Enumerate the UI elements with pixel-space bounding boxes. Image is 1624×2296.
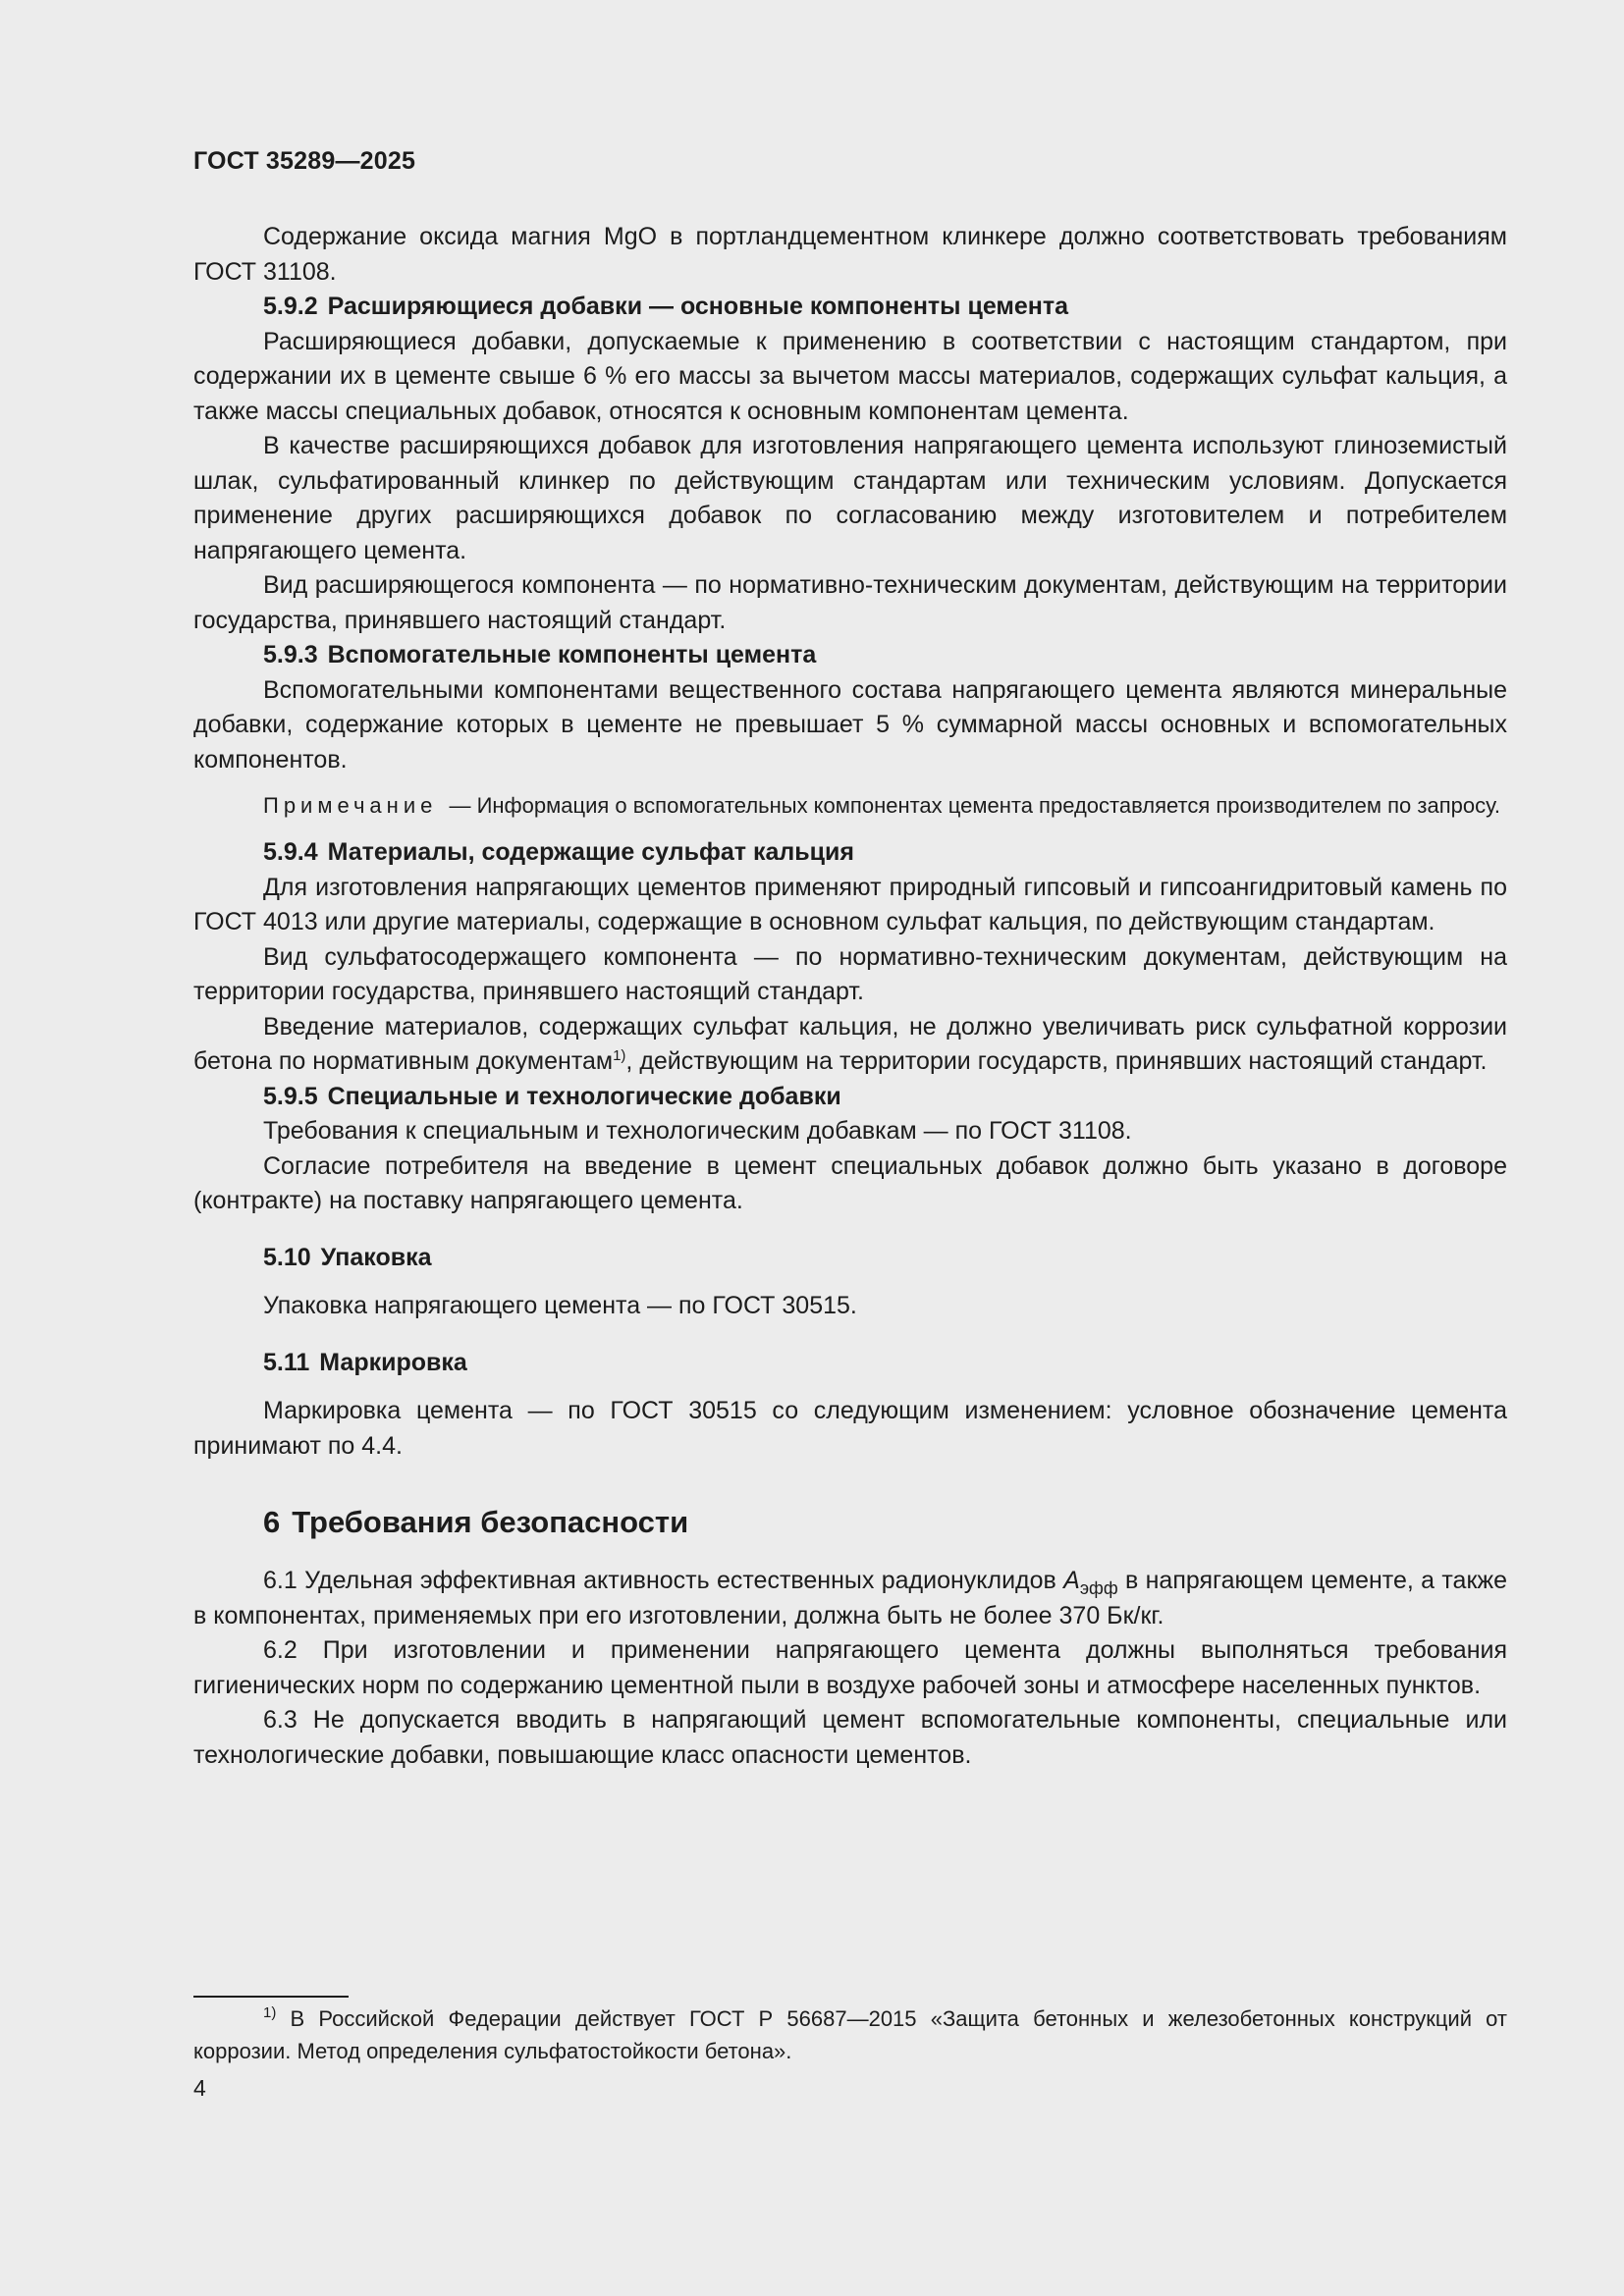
subsection-number: 5.9.3 xyxy=(263,641,318,668)
subsection-title: Вспомогательные компоненты цемента xyxy=(327,641,817,668)
subsection-title: Расширяющиеся добавки — основные компоненты цемента xyxy=(327,293,1069,320)
paragraph: В качестве расширяющихся добавок для изготовления напрягающего цемента используют глиноземистый шлак, сульфатированный клинкер по действующим стандартам или техническим условиям. Допускается применение других расширяющихся добавок по согласованию между изготовителем и потребителем напрягающего цемента. xyxy=(193,432,1507,564)
section-title: Маркировка xyxy=(319,1348,467,1376)
paragraph-text: 6.1 Удельная эффективная активность естественных радионуклидов xyxy=(263,1567,1064,1594)
subsection-5-9-2 xyxy=(193,290,1507,325)
activity-symbol-subscript: эфф xyxy=(1079,1578,1118,1598)
subsection-title: Материалы, содержащие сульфат кальция xyxy=(327,838,854,866)
footnote-divider xyxy=(193,1996,349,1998)
paragraph-text: в напрягающем цементе, а также в компонентах, применяемых при его изготовлении, должна быть не более 370 Бк/кг. xyxy=(193,1567,1508,1629)
note xyxy=(193,789,1507,822)
paragraph-text: , действующим на территории государств, принявших настоящий стандарт. xyxy=(625,1047,1488,1075)
paragraph: Упаковка напрягающего цемента — по ГОСТ 30515. xyxy=(263,1292,857,1319)
paragraph: Требования к специальным и технологическим добавкам — по ГОСТ 31108. xyxy=(263,1117,1132,1145)
document-header: ГОСТ 35289—2025 xyxy=(193,147,416,175)
subsection-number: 5.9.4 xyxy=(263,838,318,866)
page-body xyxy=(193,220,1507,1773)
footnote-reference[interactable]: 1) xyxy=(613,1047,626,1064)
chapter-number: 6 xyxy=(263,1505,281,1539)
footnote xyxy=(193,2002,1507,2067)
paragraph: Вспомогательными компонентами вещественного состава напрягающего цемента являются минеральные добавки, содержание которых в цементе не превышает 5 % суммарной массы основных и вспомогательных компонентов. xyxy=(193,675,1507,774)
paragraph-6-1 xyxy=(193,1564,1507,1633)
section-5-10 xyxy=(193,1241,1507,1276)
paragraph: Вид расширяющегося компонента — по нормативно-техническим документам, действующим на территории государства, принявшего настоящий стандарт. xyxy=(193,571,1507,634)
note-label: Примечание xyxy=(263,793,438,818)
section-number: 5.10 xyxy=(263,1243,311,1271)
paragraph-with-footnote-ref xyxy=(193,1010,1507,1080)
subsection-5-9-4 xyxy=(193,835,1507,871)
paragraph-6-3: 6.3 Не допускается вводить в напрягающий цемент вспомогательные компоненты, специальные или технологические добавки, повышающие класс опасности цементов. xyxy=(193,1706,1507,1769)
paragraph: Вид сульфатосодержащего компонента — по нормативно-техническим документам, действующим на территории государства, принявшего настоящий стандарт. xyxy=(193,942,1507,1005)
paragraph-text: Введение материалов, содержащих сульфат кальция, не должно увеличивать риск сульфатной коррозии бетона по нормативным документам xyxy=(193,1012,1507,1075)
paragraph: Согласие потребителя на введение в цемент специальных добавок должно быть указано в договоре (контракте) на поставку напрягающего цемента. xyxy=(193,1151,1507,1214)
paragraph-6-2: 6.2 При изготовлении и применении напрягающего цемента должны выполняться требования гигиенических норм по содержанию цементной пыли в воздухе рабочей зоны и атмосфере населенных пунктов. xyxy=(193,1636,1507,1699)
subsection-title: Специальные и технологические добавки xyxy=(327,1082,841,1110)
section-number: 5.11 xyxy=(263,1348,310,1376)
chapter-title: Требования безопасности xyxy=(292,1505,689,1539)
section-title: Упаковка xyxy=(320,1243,432,1271)
footnote-text: В Российской Федерации действует ГОСТ Р 56687—2015 «Защита бетонных и железобетонных конструкций от коррозии. Метод определения сульфатостойкости бетона». xyxy=(193,2006,1507,2063)
paragraph: Для изготовления напрягающих цементов применяют природный гипсовый и гипсоангидритовый камень по ГОСТ 4013 или другие материалы, содержащие в основном сульфат кальция, по действующим стандартам. xyxy=(193,873,1507,935)
paragraph-mgo: Содержание оксида магния MgO в портландцементном клинкере должно соответствовать требованиям ГОСТ 31108. xyxy=(193,223,1507,286)
subsection-5-9-3 xyxy=(193,638,1507,673)
activity-symbol: A xyxy=(1063,1567,1080,1594)
section-5-11 xyxy=(193,1346,1507,1381)
chapter-6-heading xyxy=(193,1503,1507,1542)
paragraph: Маркировка цемента — по ГОСТ 30515 со следующим изменением: условное обозначение цемента принимают по 4.4. xyxy=(193,1397,1507,1460)
subsection-5-9-5 xyxy=(193,1080,1507,1115)
subsection-number: 5.9.5 xyxy=(263,1082,318,1110)
note-text: — Информация о вспомогательных компонентах цемента предоставляется производителем по запросу. xyxy=(449,793,1500,818)
page-number: 4 xyxy=(193,2075,206,2101)
footnote-mark: 1) xyxy=(263,2004,277,2021)
subsection-number: 5.9.2 xyxy=(263,293,318,320)
paragraph: Расширяющиеся добавки, допускаемые к применению в соответствии с настоящим стандартом, при содержании их в цементе свыше 6 % его массы за вычетом массы материалов, содержащих сульфат кальция, а также массы специальных добавок, относятся к основным компонентам цемента. xyxy=(193,327,1507,425)
